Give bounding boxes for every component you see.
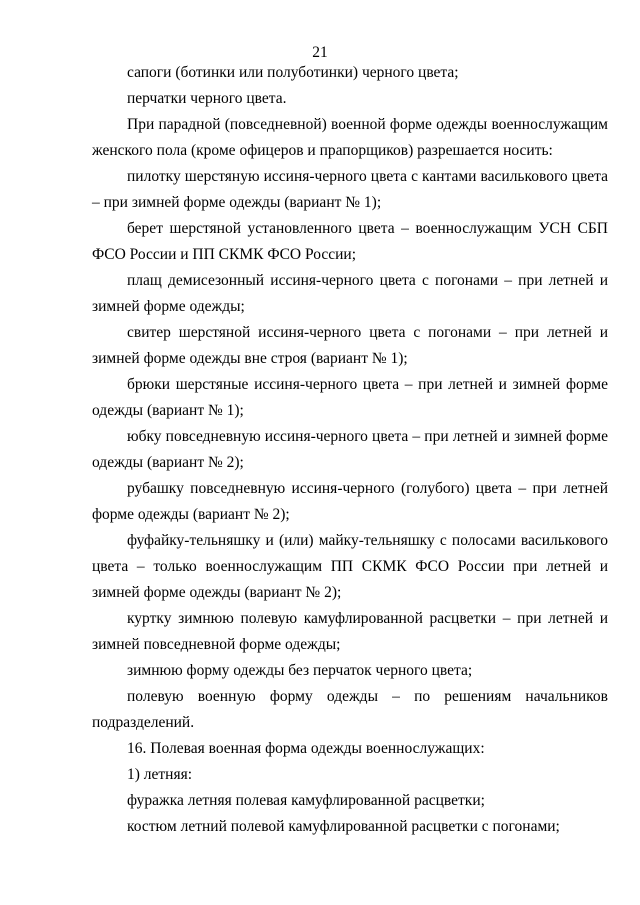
page-number: 21 bbox=[312, 44, 328, 61]
subsection-heading: 1) летняя: bbox=[127, 766, 193, 783]
paragraph: костюм летний полевой камуфлированной расцветки с погонами; bbox=[127, 818, 560, 835]
paragraph: При парадной (повседневной) военной форме одежды военнослужащим женского пола (кроме офицеров и прапорщиков) разрешается носить: bbox=[92, 116, 608, 159]
paragraph: берет шерстяной установленного цвета – военнослужащим УСН СБП ФСО России и ПП СКМК ФСО России; bbox=[92, 220, 608, 263]
paragraph: сапоги (ботинки или полуботинки) черного цвета; bbox=[127, 64, 459, 81]
paragraph: свитер шерстяной иссиня-черного цвета с погонами – при летней и зимней форме одежды вне строя (вариант № 1); bbox=[92, 324, 608, 367]
paragraph: юбку повседневную иссиня-черного цвета – при летней и зимней форме одежды (вариант № 2); bbox=[92, 428, 608, 471]
paragraph: рубашку повседневную иссиня-черного (голубого) цвета – при летней форме одежды (вариант № 2); bbox=[92, 480, 608, 523]
paragraph: плащ демисезонный иссиня-черного цвета с погонами – при летней и зимней форме одежды; bbox=[92, 272, 608, 315]
paragraph: перчатки черного цвета. bbox=[127, 90, 287, 107]
paragraph: куртку зимнюю полевую камуфлированной расцветки – при летней и зимней повседневной форме одежды; bbox=[92, 610, 608, 653]
paragraph: зимнюю форму одежды без перчаток черного цвета; bbox=[127, 662, 473, 679]
paragraph: полевую военную форму одежды – по решениям начальников подразделений. bbox=[92, 688, 608, 731]
paragraph: пилотку шерстяную иссиня-черного цвета с кантами василькового цвета – при зимней форме одежды (вариант № 1); bbox=[92, 168, 608, 211]
section-heading: 16. Полевая военная форма одежды военнослужащих: bbox=[127, 740, 485, 757]
document-body bbox=[92, 60, 608, 840]
paragraph: фуражка летняя полевая камуфлированной расцветки; bbox=[127, 792, 485, 809]
paragraph: фуфайку-тельняшку и (или) майку-тельняшку с полосами василькового цвета – только военнослужащим ПП СКМК ФСО России при летней и зимней форме одежды (вариант № 2); bbox=[92, 532, 608, 601]
paragraph: брюки шерстяные иссиня-черного цвета – при летней и зимней форме одежды (вариант № 1); bbox=[92, 376, 608, 419]
